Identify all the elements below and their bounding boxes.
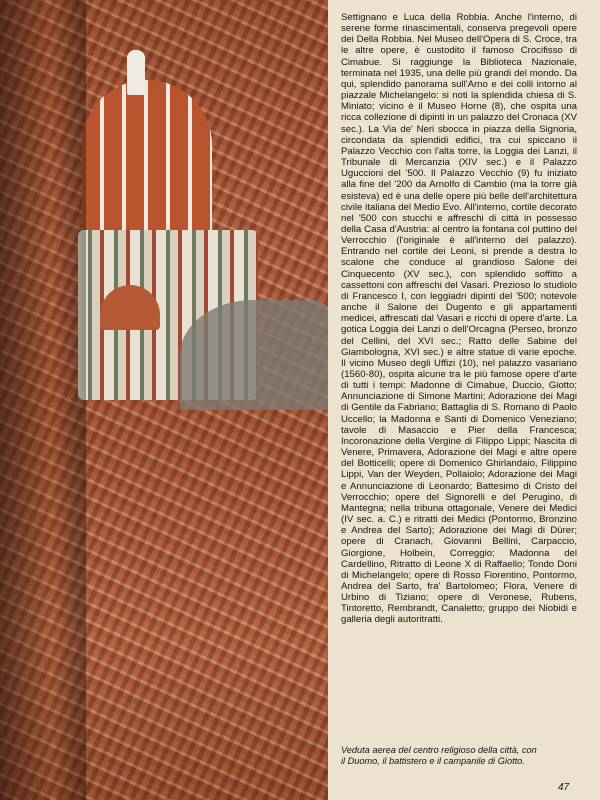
article-column xyxy=(341,12,577,626)
duomo-dome xyxy=(82,80,212,250)
article-body-text: Settignano e Luca della Robbia. Anche l'interno, di serene forme rinascimentali, conserva pregevoli opere dei Della Robbia. Nel Museo dell'Opera di S. Croce, tra le altre opere, è custodito il famoso Crocifisso di Cimabue. Si raggiunge la Biblioteca Nazionale, terminata nel 1935, una delle più grandi del mondo. Da qui, splendido panorama sull'Arno e dei colli intorno al piazzale Michelangelo: si noti la splendida chiesa di S. Miniato; vicino è il Museo Horne (8), che ospita una ricca collezione di dipinti in un palazzo del Cronaca (XV sec.). La Via de' Neri sbocca in piazza della Signoria, circondata da splendidi edifici, tra cui spiccano il Palazzo Vecchio con l'alta torre, la Loggia dei Lanzi, il Tribunale di Mercanzia (XIV sec.) e il Palazzo Uguccioni del '500. Il Palazzo Vecchio (9) fu iniziato alla fine del '200 da Arnolfo di Cambio (ma la torre già esisteva) ed è una delle opere più belle dell'architettura civile italiana del Medio Evo. All'interno, cortile decorato nel '500 con stucchi e affreschi di città in possesso della Casa d'Austria: al centro la fontana col puttino del Verrocchio (l'originale è all'interno del palazzo). Entrando nel cortile dei Leoni, si prende a destra lo scalone che conduce al grandioso Salone dei Cinquecento (XV sec.), con splendido soffitto a cassettoni con affreschi del Vasari. Prezioso lo studiolo di Francesco I, con leggiadri dipinti del '500; notevole anche il Salone dei Dugento e gli appartamenti medicei, affrescati dal Vasari e ricchi di opere d'arte. La gotica Loggia dei Lanzi o dell'Orcagna (Perseo, bronzo del Cellini, del XVI sec.; Ratto delle Sabine del Giambologna, XVI sec.) e altre statue di varie epoche. Il vicino Museo degli Uffizi (10), nel palazzo vasariano (1560-80), ospita alcune tra le più famose opere d'arte di tutti i tempi: Madonne di Cimabue, Duccio, Giotto; Annunciazione di Simone Martini; Adorazione dei Magi di Gentile da Fabriano; Battaglia di S. Romano di Paolo Uccello; la Madonna e Santi di Domenico Veneziano; tavole di Masaccio e Pier della Francesca; Incoronazione della Vergine di Filippo Lippi; Nascita di Venere, Primavera, Adorazione dei Magi e altre opere del Botticelli; opere di Domenico Ghirlandaio, Filippino Lippi, Van der Weyden, Pollaiolo; Adorazione dei Magi e Annunciazione di Leonardo; Battesimo di Cristo del Verrocchio; opere del Signorelli e del Perugino, di Mantegna; nella tribuna ottagonale, Venere dei Medici (IV sec. a. C.) e ritratti dei Medici (Pontormo, Bronzino e Andrea del Sarto); Adorazione dei Magi di Dürer; opere di Cranach, Giovanni Bellini, Carpaccio, Giorgione, Holbein, Correggio; Madonna del Cardellino, Ritratto di Leone X di Raffaello; Tondo Doni di Michelangelo; opere di Rosso Fiorentino, Pontormo, Andrea del Sarto, fra' Bartolomeo; Flora, Venere di Urbino di Tiziano; opere di Veronese, Rubens, Tintoretto, Rembrandt, Canaletto; gruppo dei Niobidi e galleria degli autoritratti. xyxy=(341,12,577,626)
photo-caption: Veduta aerea del centro religioso della città, con il Duomo, il battistero e il campanile di Giotto. xyxy=(341,745,537,766)
page-fold-shadow xyxy=(0,0,86,800)
dome-lantern xyxy=(127,50,145,95)
page-number: 47 xyxy=(558,782,570,793)
piazza-area xyxy=(180,300,328,410)
